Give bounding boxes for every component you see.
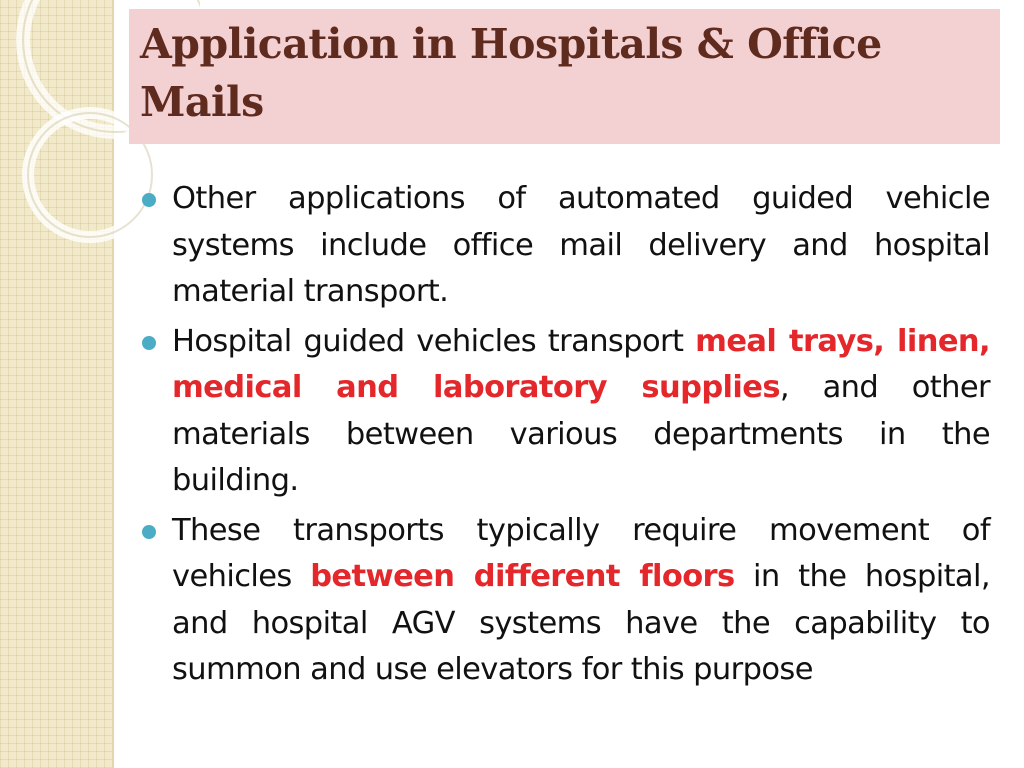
bullet-text-after: , and other materials between various departments in the building. bbox=[172, 370, 991, 498]
bullet-text-after: in the hospital, and hospital AGV systems have the capability to summon and use elevators for this purpose bbox=[172, 559, 990, 687]
slide-title: Application in Hospitals & Office Mails bbox=[140, 20, 882, 126]
bullet-text-before: These transports typically require movement of vehicles bbox=[172, 512, 990, 594]
title-banner bbox=[129, 9, 1000, 144]
bullet-dot-icon bbox=[142, 525, 156, 539]
bullet-dot-icon bbox=[142, 336, 156, 350]
bullet-highlight: meal trays, linen, medical and laboratory supplies bbox=[172, 323, 991, 405]
bullet-highlight: between different floors bbox=[310, 559, 735, 594]
bullet-text: Other applications of automated guided vehicle systems include office mail delivery and hospital material transport. bbox=[172, 181, 990, 309]
bullet-dot-icon bbox=[142, 193, 156, 207]
bullet-item-hospital-transport bbox=[140, 319, 990, 505]
bullet-list bbox=[140, 176, 990, 697]
decorative-side-strip bbox=[0, 0, 114, 768]
bullet-item-mail-delivery bbox=[140, 176, 990, 316]
bullet-text-before: Hospital guided vehicles transport bbox=[172, 323, 696, 359]
bullet-item-elevators bbox=[140, 508, 990, 694]
